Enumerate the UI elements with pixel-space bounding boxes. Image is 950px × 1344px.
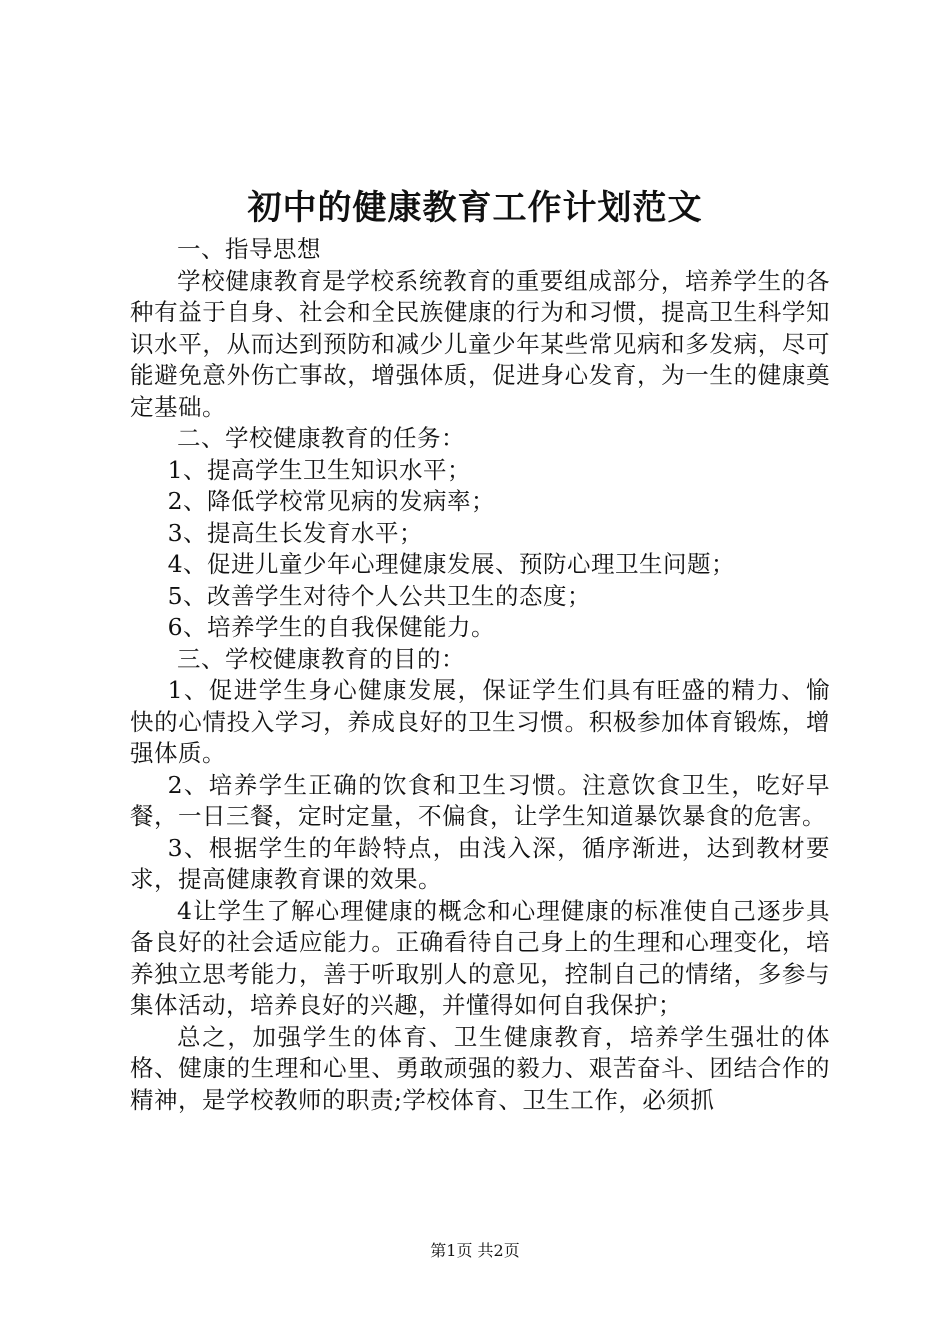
document-body	[130, 234, 830, 1116]
goal-item-2: 2、培养学生正确的饮食和卫生习惯。注意饮食卫生，吃好早餐，一日三餐，定时定量，不偏食，让学生知道暴饮暴食的危害。	[130, 770, 830, 830]
task-item-5: 5、改善学生对待个人公共卫生的态度；	[167, 581, 592, 610]
task-item-2: 2、降低学校常见病的发病率；	[167, 487, 496, 515]
task-item-1: 1、提高学生卫生知识水平；	[167, 455, 472, 484]
task-item-4: 4、促进儿童少年心理健康发展、预防心理卫生问题；	[167, 550, 736, 578]
section-heading-guiding-thought: 一、指导思想	[177, 235, 321, 263]
goal-item-3: 3、根据学生的年龄特点，由浅入深，循序渐进，达到教材要求，提高健康教育课的效果。	[130, 833, 830, 893]
task-item-3: 3、提高生长发育水平；	[167, 518, 424, 547]
document-title: 初中的健康教育工作计划范文	[247, 188, 703, 228]
goal-item-4: 4让学生了解心理健康的概念和心理健康的标准使自己逐步具备良好的社会适应能力。正确看待自己身上的生理和心理变化，培养独立思考能力，善于听取别人的意见，控制自己的情绪，多参与集体活动，培养良好的兴趣，并懂得如何自我保护；	[130, 896, 830, 1019]
section-heading-tasks: 二、学校健康教育的任务：	[177, 424, 465, 452]
paragraph-summary: 总之，加强学生的体育、卫生健康教育，培养学生强壮的体格、健康的生理和心里、勇敢顽强的毅力、艰苦奋斗、团结合作的精神，是学校教师的职责;学校体育、卫生工作，必须抓	[130, 1022, 830, 1114]
task-item-6: 6、培养学生的自我保健能力。	[167, 613, 496, 641]
goal-item-1: 1、促进学生身心健康发展，保证学生们具有旺盛的精力、愉快的心情投入学习，养成良好的卫生习惯。积极参加体育锻炼，增强体质。	[130, 676, 830, 767]
page-footer: 第1页 共2页	[430, 1241, 520, 1260]
section-heading-goals: 三、学校健康教育的目的：	[177, 644, 465, 673]
paragraph-guiding-thought: 学校健康教育是学校系统教育的重要组成部分，培养学生的各种有益于自身、社会和全民族健康的行为和习惯，提高卫生科学知识水平，从而达到预防和减少儿童少年某些常见病和多发病，尽可能避免意外伤亡事故，增强体质，促进身心发育，为一生的健康奠定基础。	[130, 266, 830, 421]
